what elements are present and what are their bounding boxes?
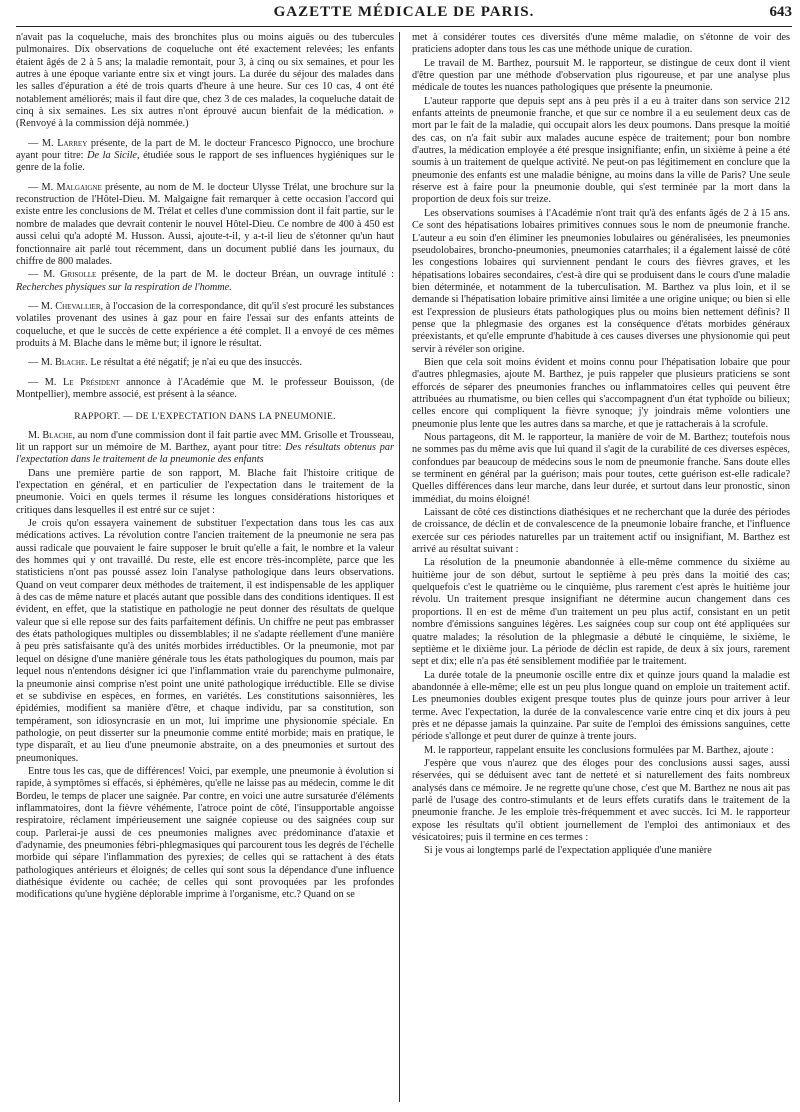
text-grisolle: présente, de la part de M. le docteur Bréan, un ouvrage intitulé : <box>96 269 394 281</box>
left-column <box>16 32 394 1108</box>
paragraph-observations-soumises: Les observations soumises à l'Académie n'ont trait qu'à des enfants âgés de 2 à 15 ans. Ce sont des hépatisations lobaires primitives connues sous le nom de pneumonie franche. L'auteur a eu soin d'en éliminer les pneumonies lobulaires ou généralisées, les pneumonies pseudolobaires, broncho-pneumonies, pneumonies catarrhales; il a également laissé de côté les congestions lobaires qui surviennent pendant le cours des fièvres graves, et les hépatisations lobaires secondaires, c'est-à dire qui se produisent dans le cours d'une maladie bien déterminée, et notamment de la tuberculisation. M. Barthez va plus loin, et il se demande si l'hépatisation lobaire primitive ainsi limitée a une origine unique; ou bien si elle est l'expression de plusieurs états pathologiques plus ou moins bien nettement définis? Il pense que la phlegmasie des organes est la conséquence d'états morbides généraux préexistants, et qu'elle emprunte d'habitude à ces causes diverses une physionomie qui peut servir à révéler son origine. <box>412 207 790 355</box>
speaker-blache: — M. Blache. <box>28 357 88 369</box>
paragraph-eloges: J'espère que vous n'aurez que des éloges pour des conclusions aussi sages, aussi réservées, qui se déduisent avec tant de netteté et si naturellement des faits nombreux analysés dans ce mémoire. Je ne regrette qu'une chose, c'est que M. Barthez ne nous ait pas parlé de l'usage des contro-stimulants et de leurs effets curatifs dans le traitement de la pneumonie franche. Je les emploie très-fréquemment et avec succès. Ici M. le rapporteur expose les résultats qu'il obtient journellement de l'emploi des antimoniaux et des vésicatoires; puis il termine en ces termes : <box>412 757 790 843</box>
column-divider <box>399 32 400 1102</box>
paragraph-rapporteur-conclusions: M. le rapporteur, rappelant ensuite les conclusions formulées par M. Barthez, ajoute : <box>424 744 774 756</box>
paragraph-coqueluche-observations: n'avait pas la coqueluche, mais des bronchites plus ou moins aiguës ou des tubercules pulmonaires. Dix observations de coqueluche ont été exactement relevées; les enfants étaient âgés de 2 à 5 ans; la maladie remontait, pour 3, à cinq ou six semaines, et pour les autres à une époque variante entre six et vingt jours. La durée du séjour des malades dans les salles d'épuration a été de trois quarts d'heure à une heure. Sur ces 10 cas, 4 ont été notablement améliorés; mais il faut dire que, chez 3 de ces malades, la coqueluche datait de cinq à six semaines. Les six autres n'ont éprouvé aucun bienfait de la médication. » (Renvoyé à la commission déjà nommée.) <box>16 32 394 130</box>
speaker-grisolle: — M. Grisolle <box>28 269 97 281</box>
text-larrey-a: présente, de la part de M. le docteur Francesco Pignocco, une brochure ayant pour titre: <box>16 137 394 162</box>
right-column <box>412 32 790 1108</box>
paragraph-blache-rapport <box>16 430 394 467</box>
speaker-larrey: — M. Larrey <box>28 137 88 149</box>
paragraph-malgaigne <box>16 182 394 268</box>
title-memoire: Des résultats obtenus par l'expectation dans le traitement de la pneumonie des enfants <box>16 441 394 466</box>
paragraph-larrey <box>16 138 394 175</box>
text-blache-reply: Le résultat a été négatif; je n'ai eu que des insuccès. <box>87 357 302 369</box>
title-sicile: De la Sicile <box>87 150 137 162</box>
title-recherches: Recherches physiques sur la respiration de l'homme. <box>16 281 232 293</box>
text-larrey-b: , étudiée sous le rapport de ses influences hygiéniques sur le genre de la folie. <box>16 150 394 174</box>
paragraph-expectation-critique: Je crois qu'on essayera vainement de substituer l'expectation dans tous les cas aux médications actives. La révolution contre l'ancien traitement de la pneumonie ne sera pas aussi radicale que pouvaient le faire supposer le bruit qu'elle a fait, le nombre et la valeur des hommes qui y ont travaillé. Du reste, elle est encore très-incomplète, parce que les statisticiens n'ont pas poussé assez loin l'analyse pathologique dans leurs observations. Quand on veut comparer deux méthodes de traitement, il est indispensable de les appliquer à des cas de même nature et placés autant que possible dans des conditions identiques. Il est évident, en effet, que la statistique en pathologie ne peut donner des résultats de quelque valeur que si elle repose sur des faits parfaitement définis. Un chiffre ne peut pas embrasser des états pathologiques multiples ou dissemblables; il ne s'adapte réellement d'une manière à peu près satisfaisante qu'à des unités morbides irréductibles. Or la pneumonie, mot par lequel on désigne d'une manière générale tous les états pathologiques du poumon, mais par lequel nous n'entendons désigner ici que l'inflammation vraie du parenchyme pulmonaire, la pneumonie ainsi comprise n'est point une unité pathologique irréductible. Elle se divise et se subdivise en espèces, en formes, en variétés. Les constitutions saisonnières, les épidémies, modifient sa manière d'être, et chaque individu, par sa constitution, son tempérament, son idiosyncrasie en un mot, lui imprime une physionomie spéciale. En pathologie, on peut disserter sur la pneumonie comme entité morbide; mais en pratique, le type disparaît, et au lieu d'une pneumonie abstraite, on a des pneumonies et surtout des pneumoniques. <box>16 518 394 764</box>
paragraph-hepatisation-lobaire: Bien que cela soit moins évident et moins connu pour l'hépatisation lobaire que pour d'autres phlegmasies, ajoute M. Barthez, je puis rappeler que plusieurs praticiens se sont efforcés de séparer des pneumonies franches ou inflammatoires celles qui peuvent être attribuées au rhumatisme, ou bien celles qui s'accompagnent d'un état typhoïde ou bilieux; celles encore qui compliquent la fièvre synoque; j'y joindrais même volontiers une pneumonie plus lente que les autres dans sa marche, et que je rattacherais à la scrofule. <box>412 356 790 430</box>
paragraph-chevallier <box>16 301 394 350</box>
speaker-chevallier: — M. Chevallier <box>28 300 101 312</box>
paragraph-president <box>16 377 394 402</box>
paragraph-laissant-de-cote: Laissant de côté ces distinctions diathésiques et ne recherchant que la durée des périodes de croissance, de déclin et de convalescence de la pneumonie lobaire franche, et l'influence exercée sur ces périodes naturelles par un traitement actif ou insignifiant, M. Barthez est arrivé au résultat suivant : <box>412 507 790 556</box>
text-president: annonce à l'Académie que M. le professeur Bouisson, (de Montpellier), membre associé, est présent à la séance. <box>16 376 394 400</box>
paragraph-grisolle <box>16 269 394 294</box>
section-heading: RAPPORT. — DE L'EXPECTATION DANS LA PNEUMONIE. <box>74 412 336 423</box>
journal-title: GAZETTE MÉDICALE DE PARIS. <box>273 4 535 20</box>
paragraph-premiere-partie: Dans une première partie de son rapport, M. Blache fait l'histoire critique de l'expectation en général, et en particulier de l'expectation dans le traitement de la pneumonie. Voici en quels termes il résume les longues considérations historiques et critiques dans lesquelles il est entré sur ce sujet : <box>16 467 394 516</box>
paragraph-duree-totale: La durée totale de la pneumonie oscille entre dix et quinze jours quand la maladie est abandonnée à elle-même; elle est un peu plus longue quand on emploie un traitement actif. Les pneumonies doubles exigent presque toutes plus de quinze jours pour arriver à leur terme. Avec l'expectation, la durée de la convalescence varie entre cinq et dix jours à peu près et ne dépasse jamais la quinzaine. Par suite de l'emploi des émissions sanguines, cette période s'allonge et peut durer de quinze à trente jours. <box>412 669 790 743</box>
text-malgaigne: présente, au nom de M. le docteur Ulysse Trélat, une brochure sur la reconstruction de l'Hôtel-Dieu. M. Malgaigne fait remarquer à cette occasion l'accord qui existe entre les conclusions de M. Trélat et celles d'une commission dont il fait partie, sur le nombre de malades que devrait contenir le nouvel Hôtel-Dieu. Ce nombre de 400 à 450 est aussi celui qu'a adopté M. Husson. Aussi, ajoute-t-il, y a-t-il lieu de s'étonner qu'un haut fonctionnaire ait parlé tout récemment, dans un document publié dans les journaux, du chiffre de 800 malades. <box>16 181 394 267</box>
paragraph-212-enfants: L'auteur rapporte que depuis sept ans à peu près il a eu à traiter dans son service 212 enfants atteints de pneumonie franche, et que sur ce nombre il a eu seulement deux cas de mort par le fait de la maladie, qui occupait alors les deux poumons. Dans presque la moitié des cas, on n'a fait subir aux malades aucune espèce de traitement; pour bon nombre d'autres, la médication employée a été presque insignifiante; enfin, un sixième à peine a été soumis à un traitement de quelque activité. Ne peut-on pas légitimement en conclure que la pneumonie des enfants est une maladie bénigne, au moins dans la ville de Paris? Une seule réserve est à faire pour la pneumonie double, qui s'est terminée par la mort dans la proportion de deux fois sur treize. <box>412 95 790 206</box>
paragraph-differences: Entre tous les cas, que de différences! Voici, par exemple, une pneumonie à évolution si rapide, à symptômes si effacés, si éphémères, qu'elle ne laisse pas au médecin, comme le dit Bordeu, le temps de placer une saignée. Par contre, en voici une autre sursaturée d'éléments inflammatoires, dont la fièvre véhémente, l'atroce point de côté, l'insupportable angoisse respiratoire, réclament impérieusement une saignée copieuse ou des saignées coup sur coup. Parlerai-je aussi de ces pneumonies malignes avec prédominance d'ataxie et d'adynamie, des pneumonies fébri-phlegmasiques qui parcourent tous les degrés de l'échelle morbide qui sépare l'inflammation des pyrexies; de celles qui se rattachent à des états pathologiques antérieurs et éloignés; de celles qui sont sous la dépendance d'une influence diathésique évidente ou cachée; de celles qui sont provoquées par les profondes modifications qu'une hygiène déplorable imprime à l'organisme, etc.? Quand on se <box>16 765 394 901</box>
paragraph-final: Si je vous ai longtemps parlé de l'expectation appliquée d'une manière <box>424 845 712 857</box>
paragraph-continuation: met à considérer toutes ces diversités d'une même maladie, on s'étonne de voir des praticiens adopter dans tous les cas une méthode unique de curation. <box>412 32 790 56</box>
speaker-blache-rapport: M. Blache, <box>28 429 76 441</box>
page-number: 643 <box>769 4 792 20</box>
paragraph-travail-barthez: Le travail de M. Barthez, poursuit M. le rapporteur, se distingue de ceux dont il vient d'être question par une méthode d'observation plus rigoureuse, et par une analyse plus médicale de toutes les nuances pathologiques que présente la pneumonie. <box>412 57 790 94</box>
paragraph-blache-reply <box>16 357 394 369</box>
speaker-malgaigne: — M. Malgaigne <box>28 181 102 193</box>
text-blache-rapport: au nom d'une commission dont il fait partie avec MM. Grisolle et Trousseau, lit un rapport sur un mémoire de M. Barthez, ayant pour titre: <box>16 429 394 453</box>
page-header <box>16 4 792 27</box>
speaker-president: — M. Le Président <box>28 376 120 388</box>
paragraph-nous-partageons: Nous partageons, dit M. le rapporteur, la manière de voir de M. Barthez; toutefois nous ne sommes pas du même avis que lui quand il s'agit de la curabilité de ces diverses espèces, confondues par beaucoup de médecins sous le nom de pneumonie franche. Sans doute elles se terminent en général par la guérison; mais pour toutes, cette guérison est-elle radicale? Quelles différences dans leur marche, dans leur durée, et surtout dans leur pronostic, sinon immédiat, du moins éloigné! <box>412 432 790 505</box>
text-chevallier: , à l'occasion de la correspondance, dit qu'il s'est procuré les substances volatiles provenant des usines à gaz pour en faire l'essai sur des enfants atteints de coqueluche, et que le succès de cette expérience a été complet. Il a envoyé de ces mêmes produits à M. Blache dans le même but; il ignore le résultat. <box>16 300 394 349</box>
paragraph-resolution: La résolution de la pneumonie abandonnée à elle-même commence du sixième au huitième jour de son début, surtout le septième à peu près dans la moitié des cas; quelquefois c'est le quatrième ou le cinquième, plus rarement c'est après le huitième jour révolu. Un traitement presque insignifiant ne détermine aucun changement dans ces proportions. Il en est de même d'un traitement un peu plus actif, consistant en un petit nombre d'émissions sanguines légères. Les saignées coup sur coup ont été appliquées sur quatre malades; la résolution de la phlegmasie a débuté le cinquième, le sixième, le septième et le dixième jour. La période de déclin est rapide, de deux à six jours, rarement sept et dix; elle n'a pas été sensiblement modifiée par le traitement. <box>412 557 790 668</box>
